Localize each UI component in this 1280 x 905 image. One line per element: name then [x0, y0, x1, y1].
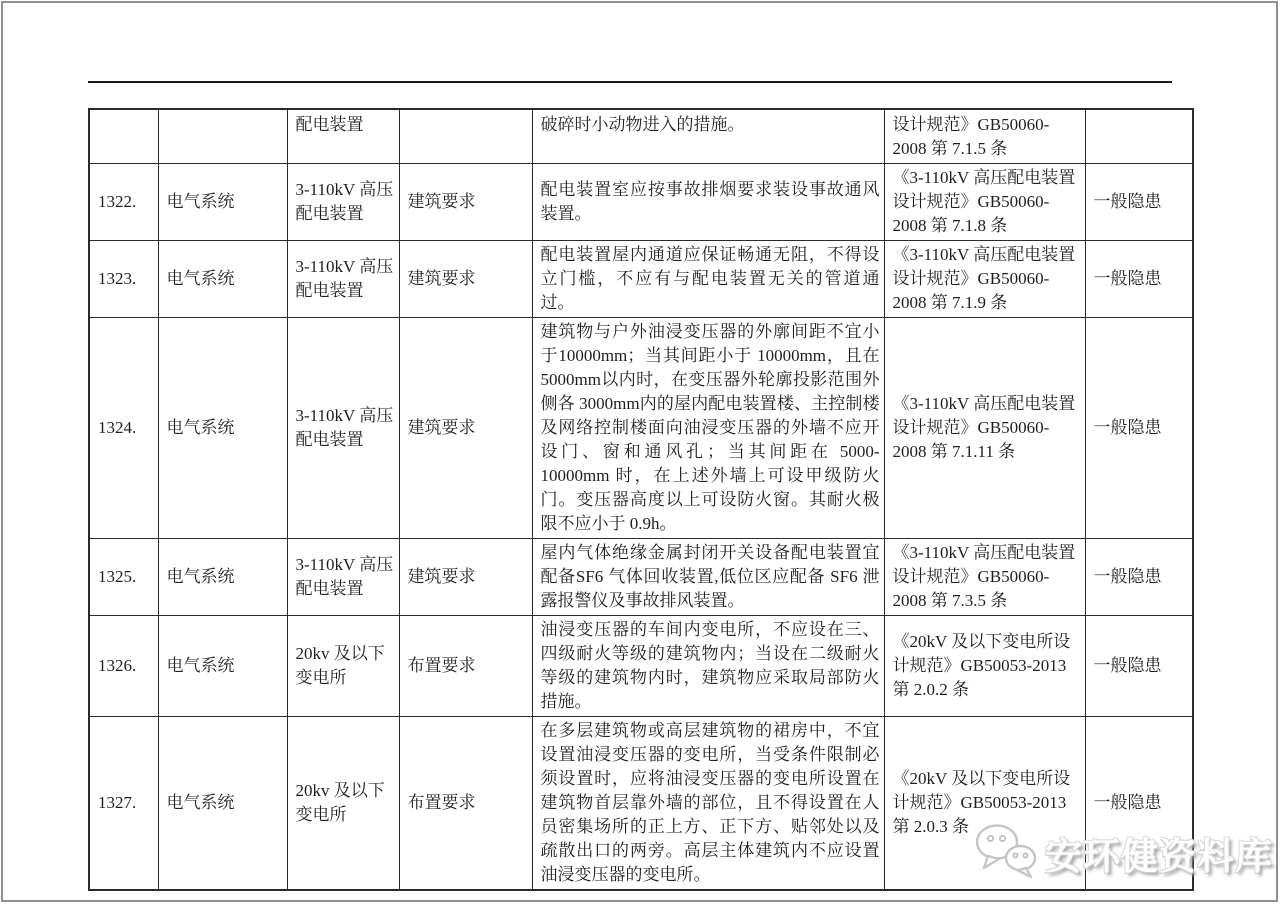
cell-description: 油浸变压器的车间内变电所，不应设在三、四级耐火等级的建筑物内；当设在二级耐火等级的建筑物内时，建筑物应采取局部防火措施。	[532, 616, 884, 717]
cell-severity: 一般隐患	[1085, 318, 1193, 539]
table-row	[89, 164, 1193, 241]
cell-category: 建筑要求	[399, 318, 532, 539]
cell-category: 建筑要求	[399, 164, 532, 241]
cell-severity: 一般隐患	[1085, 241, 1193, 318]
cell-description: 配电装置屋内通道应保证畅通无阻，不得设立门槛，不应有与配电装置无关的管道通过。	[532, 241, 884, 318]
cell-severity: 一般隐患	[1085, 717, 1193, 891]
header-rule	[88, 81, 1172, 83]
cell-system: 电气系统	[158, 318, 287, 539]
cell-equipment: 20kv 及以下变电所	[287, 717, 399, 891]
cell-equipment: 3-110kV 高压配电装置	[287, 318, 399, 539]
table-row	[89, 539, 1193, 616]
cell-id: 1327.	[89, 717, 158, 891]
table-row	[89, 318, 1193, 539]
cell-system: 电气系统	[158, 539, 287, 616]
cell-equipment: 3-110kV 高压配电装置	[287, 164, 399, 241]
hazard-checklist-table	[88, 108, 1194, 891]
watermark	[975, 820, 1273, 886]
cell-id	[89, 109, 158, 164]
cell-category: 建筑要求	[399, 241, 532, 318]
cell-id: 1323.	[89, 241, 158, 318]
cell-reference: 《3-110kV 高压配电装置设计规范》GB50060-2008 第 7.1.9 条	[884, 241, 1085, 318]
cell-description: 屋内气体绝缘金属封闭开关设备配电装置宜配备SF6 气体回收装置,低位区应配备 SF6 泄露报警仪及事故排风装置。	[532, 539, 884, 616]
cell-reference: 设计规范》GB50060-2008 第 7.1.5 条	[884, 109, 1085, 164]
cell-severity: 一般隐患	[1085, 164, 1193, 241]
cell-equipment: 配电装置	[287, 109, 399, 164]
cell-id: 1324.	[89, 318, 158, 539]
cell-category: 布置要求	[399, 717, 532, 891]
cell-system: 电气系统	[158, 164, 287, 241]
table-row	[89, 109, 1193, 164]
cell-reference: 《20kV 及以下变电所设计规范》GB50053-2013 第 2.0.2 条	[884, 616, 1085, 717]
cell-id: 1325.	[89, 539, 158, 616]
cell-system: 电气系统	[158, 616, 287, 717]
cell-id: 1322.	[89, 164, 158, 241]
cell-reference: 《3-110kV 高压配电装置设计规范》GB50060-2008 第 7.1.8 条	[884, 164, 1085, 241]
table-row	[89, 616, 1193, 717]
cell-severity: 一般隐患	[1085, 539, 1193, 616]
cell-system: 电气系统	[158, 241, 287, 318]
cell-equipment: 3-110kV 高压配电装置	[287, 539, 399, 616]
cell-description: 破碎时小动物进入的措施。	[532, 109, 884, 164]
cell-reference: 《3-110kV 高压配电装置设计规范》GB50060-2008 第 7.1.11 条	[884, 318, 1085, 539]
cell-equipment: 3-110kV 高压配电装置	[287, 241, 399, 318]
cell-description: 配电装置室应按事故排烟要求装设事故通风装置。	[532, 164, 884, 241]
cell-severity	[1085, 109, 1193, 164]
wechat-chat-bubbles-icon	[975, 822, 1037, 885]
cell-severity: 一般隐患	[1085, 616, 1193, 717]
watermark-text: 安环健资料库	[1045, 836, 1273, 877]
cell-equipment: 20kv 及以下变电所	[287, 616, 399, 717]
cell-system	[158, 109, 287, 164]
cell-category: 建筑要求	[399, 539, 532, 616]
cell-id: 1326.	[89, 616, 158, 717]
table-row	[89, 241, 1193, 318]
cell-reference: 《3-110kV 高压配电装置设计规范》GB50060-2008 第 7.3.5 条	[884, 539, 1085, 616]
cell-description: 在多层建筑物或高层建筑物的裙房中，不宜设置油浸变压器的变电所，当受条件限制必须设置时，应将油浸变压器的变电所设置在建筑物首层靠外墙的部位，且不得设置在人员密集场所的正上方、正下方、贴邻处以及疏散出口的两旁。高层主体建筑内不应设置油浸变压器的变电所。	[532, 717, 884, 891]
cell-category	[399, 109, 532, 164]
cell-reference: 《20kV 及以下变电所设计规范》GB50053-2013 第 2.0.3 条	[884, 717, 1085, 891]
cell-category: 布置要求	[399, 616, 532, 717]
cell-description: 建筑物与户外油浸变压器的外廓间距不宜小于10000mm；当其间距小于 10000mm，且在 5000mm以内时，在变压器外轮廓投影范围外侧各 3000mm内的屋内配电装置楼、主控制楼及网络控制楼面向油浸变压器的外墙不应开设门、窗和通风孔；当其间距在 5000-10000mm 时，在上述外墙上可设甲级防火门。变压器高度以上可设防火窗。其耐火极限不应小于 0.9h。	[532, 318, 884, 539]
cell-system: 电气系统	[158, 717, 287, 891]
